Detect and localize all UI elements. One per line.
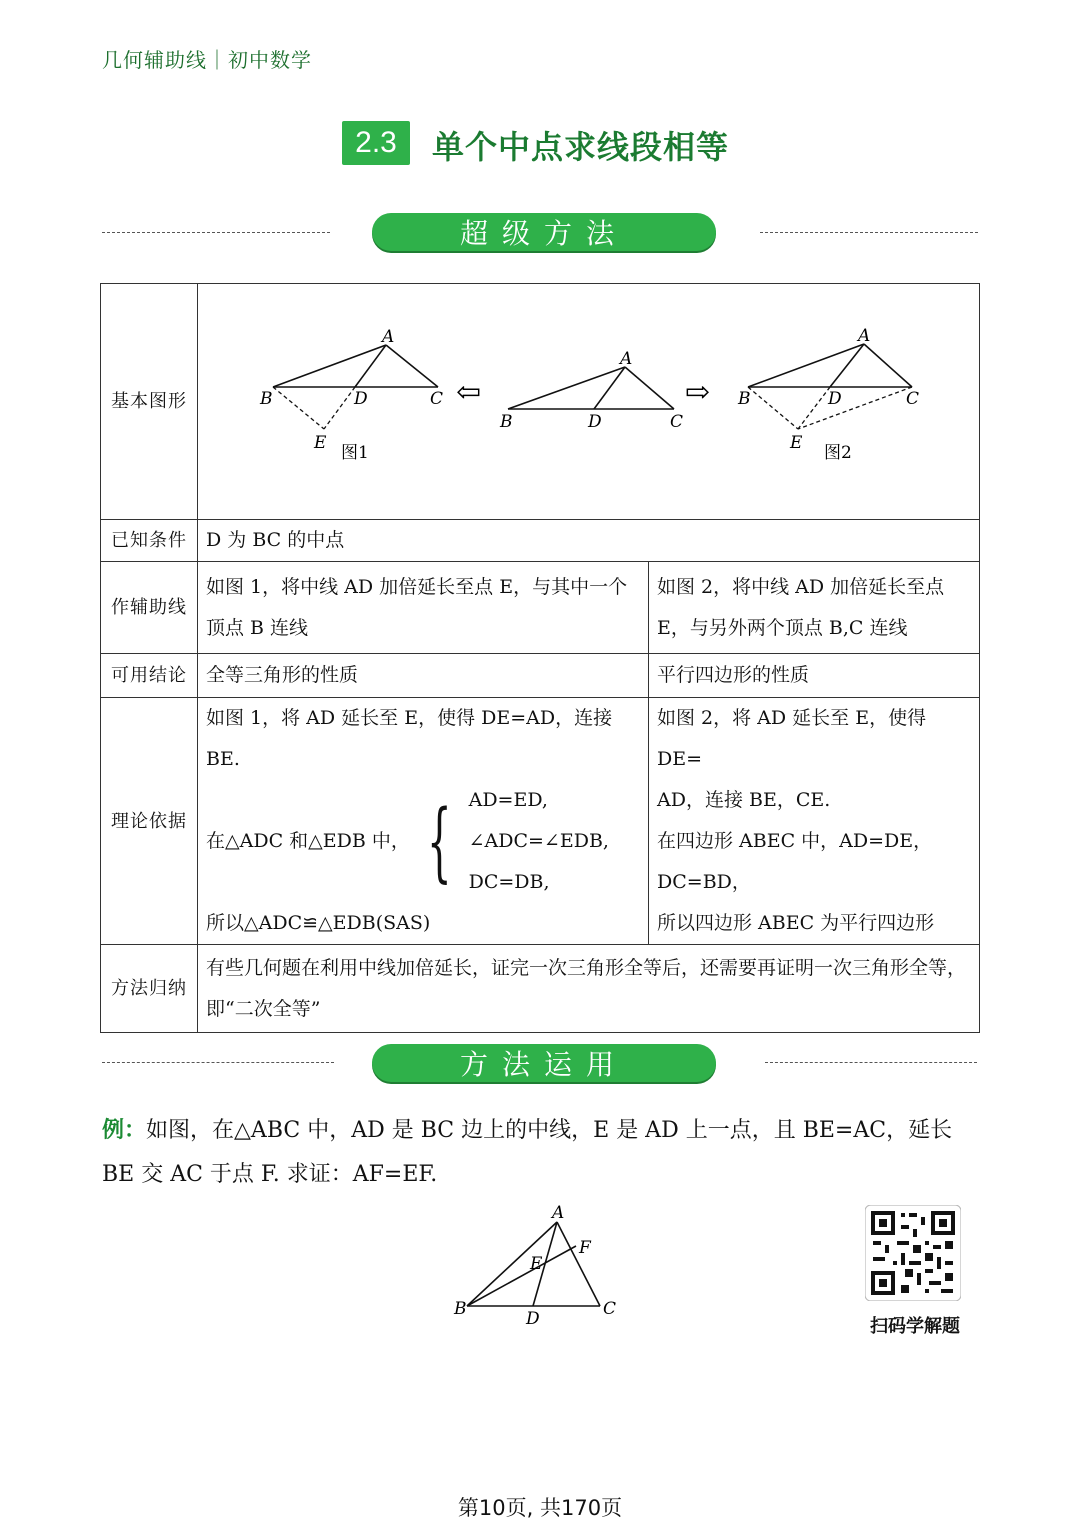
label-known: 已知条件 bbox=[101, 520, 198, 562]
running-header: 几何辅助线｜初中数学 bbox=[102, 48, 312, 72]
method-pill-label: 超级方法 bbox=[459, 217, 628, 250]
basis-right-line: 所以四边形 ABEC 为平行四边形 bbox=[657, 912, 935, 934]
section-number-badge: 2.3 bbox=[342, 121, 410, 165]
brace-item: DC=DB, bbox=[468, 871, 550, 893]
svg-text:D: D bbox=[354, 389, 368, 409]
page-number: 第10页, 共170页 bbox=[457, 1496, 623, 1520]
row-summary bbox=[101, 945, 980, 1033]
example-figure bbox=[440, 1200, 640, 1335]
svg-text:F: F bbox=[579, 1238, 591, 1258]
svg-text:C: C bbox=[670, 412, 684, 432]
brace-icon: { bbox=[426, 791, 452, 892]
section-title: 单个中点求线段相等 bbox=[432, 128, 730, 166]
conclusion-left: 全等三角形的性质 bbox=[198, 654, 649, 698]
apply-pill-label: 方法运用 bbox=[459, 1048, 628, 1081]
brace-items bbox=[469, 780, 609, 903]
arrow-left-icon: ⇦ bbox=[456, 375, 482, 410]
example bbox=[102, 1108, 982, 1197]
conclusion-right: 平行四边形的性质 bbox=[649, 654, 980, 698]
fig1-caption: 图1 bbox=[341, 443, 369, 463]
svg-text:A: A bbox=[382, 327, 395, 347]
basis-right-line: AD，连接 BE，CE. bbox=[657, 789, 831, 811]
divider-right-2 bbox=[765, 1062, 977, 1063]
svg-text:C: C bbox=[906, 389, 920, 409]
svg-text:E: E bbox=[530, 1254, 543, 1274]
qr-code[interactable] bbox=[865, 1205, 961, 1301]
aux-left-text: 如图 1，将中线 AD 加倍延长至点 E，与其中一个顶点 B 连线 bbox=[198, 562, 649, 654]
basis-right-line: 在四边形 ABEC 中，AD=DE， bbox=[657, 830, 933, 852]
svg-text:B: B bbox=[454, 1299, 467, 1319]
figure-2 bbox=[737, 326, 919, 463]
label-aux-line: 作辅助线 bbox=[101, 562, 198, 654]
svg-text:A: A bbox=[552, 1203, 565, 1223]
svg-text:B: B bbox=[500, 412, 513, 432]
label-basic-figure: 基本图形 bbox=[101, 284, 198, 520]
brace-item: ∠ADC=∠EDB, bbox=[468, 830, 609, 852]
basis-right bbox=[649, 698, 980, 945]
divider-left bbox=[102, 232, 330, 233]
label-summary: 方法归纳 bbox=[101, 945, 198, 1033]
summary-text: 有些几何题在利用中线加倍延长，证完一次三角形全等后，还需要再证明一次三角形全等，即“二次全等” bbox=[198, 945, 980, 1033]
svg-text:C: C bbox=[603, 1299, 617, 1319]
basic-figures bbox=[198, 284, 978, 504]
basis-right-line: 如图 2，将 AD 延长至 E，使得 DE= bbox=[657, 707, 927, 770]
row-conclusion bbox=[101, 654, 980, 698]
basis-left bbox=[198, 698, 649, 945]
basis-left-prefix: 在△ADC 和△EDB 中， bbox=[206, 830, 410, 852]
svg-text:D: D bbox=[588, 412, 602, 432]
svg-text:A: A bbox=[620, 349, 633, 369]
known-text: D 为 BC 的中点 bbox=[198, 520, 980, 562]
row-basis bbox=[101, 698, 980, 945]
svg-text:C: C bbox=[430, 389, 444, 409]
divider-right bbox=[760, 232, 978, 233]
arrow-right-icon: ⇨ bbox=[685, 375, 711, 410]
svg-text:A: A bbox=[858, 326, 871, 346]
basis-left-line1: 如图 1，将 AD 延长至 E，使得 DE=AD，连接 BE. bbox=[206, 707, 613, 770]
method-table bbox=[100, 283, 980, 1033]
example-text: 如图，在△ABC 中，AD 是 BC 边上的中线，E 是 AD 上一点，且 BE=AC，延长 BE 交 AC 于点 F. 求证：AF=EF. bbox=[102, 1118, 953, 1187]
svg-text:E: E bbox=[790, 433, 803, 453]
basis-left-brace bbox=[206, 780, 640, 903]
figures-cell bbox=[198, 284, 980, 520]
figure-center bbox=[499, 349, 683, 432]
example-head: 例： bbox=[102, 1117, 147, 1143]
row-basic-figure bbox=[101, 284, 980, 520]
basis-right-line: DC=BD， bbox=[657, 871, 751, 893]
apply-pill bbox=[372, 1044, 716, 1082]
row-known bbox=[101, 520, 980, 562]
qr-caption: 扫码学解题 bbox=[870, 1316, 960, 1337]
label-conclusion: 可用结论 bbox=[101, 654, 198, 698]
svg-text:B: B bbox=[738, 389, 751, 409]
fig2-caption: 图2 bbox=[824, 443, 852, 463]
label-basis: 理论依据 bbox=[101, 698, 198, 945]
svg-text:B: B bbox=[260, 389, 273, 409]
figure-1 bbox=[259, 327, 443, 463]
method-pill bbox=[372, 213, 716, 251]
basis-left-last: 所以△ADC≌△EDB(SAS) bbox=[206, 912, 431, 934]
svg-text:D: D bbox=[828, 389, 842, 409]
divider-left-2 bbox=[102, 1062, 334, 1063]
row-aux-line bbox=[101, 562, 980, 654]
svg-text:D: D bbox=[526, 1309, 540, 1329]
brace-item: AD=ED, bbox=[468, 789, 548, 811]
svg-text:E: E bbox=[314, 433, 327, 453]
aux-right-text: 如图 2，将中线 AD 加倍延长至点 E，与另外两个顶点 B,C 连线 bbox=[649, 562, 980, 654]
